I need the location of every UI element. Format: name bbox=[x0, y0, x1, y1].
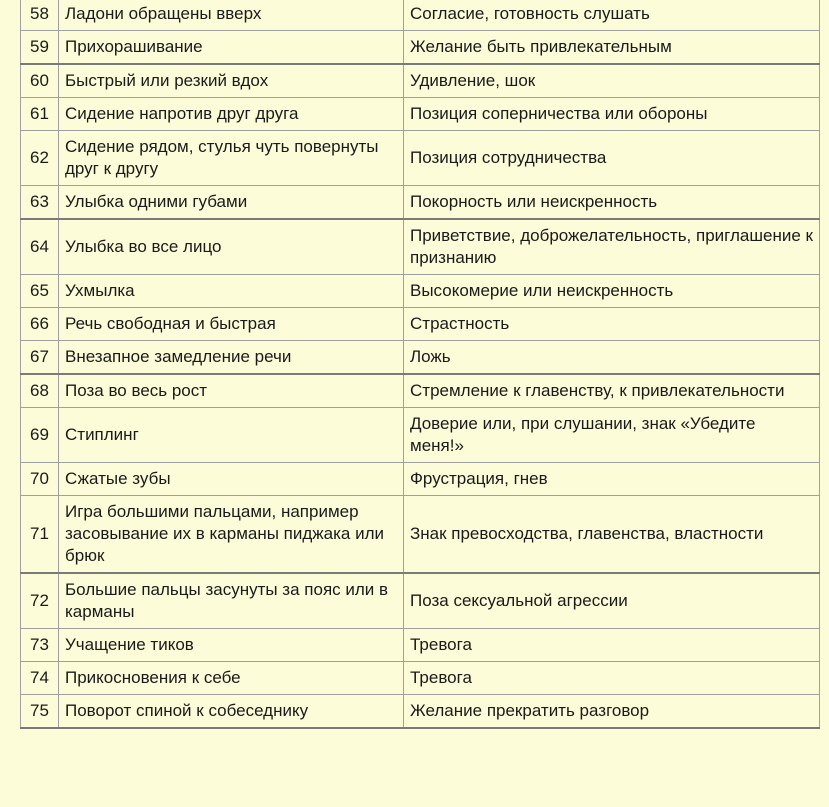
meaning-cell: Покорность или неискренность bbox=[404, 186, 820, 220]
gesture-cell: Внезапное замедление речи bbox=[59, 341, 404, 375]
table-row bbox=[21, 0, 820, 31]
row-number: 68 bbox=[21, 374, 59, 408]
table-row bbox=[21, 374, 820, 408]
meaning-cell: Доверие или, при слушании, знак «Убедите меня!» bbox=[404, 408, 820, 463]
table-row bbox=[21, 496, 820, 574]
meaning-cell: Ложь bbox=[404, 341, 820, 375]
table-row bbox=[21, 408, 820, 463]
meaning-cell: Приветствие, доброжелательность, приглашение к признанию bbox=[404, 219, 820, 275]
row-number: 63 bbox=[21, 186, 59, 220]
row-number: 58 bbox=[21, 0, 59, 31]
gesture-cell: Поза во весь рост bbox=[59, 374, 404, 408]
gesture-cell: Ухмылка bbox=[59, 275, 404, 308]
row-number: 74 bbox=[21, 662, 59, 695]
gesture-cell: Стиплинг bbox=[59, 408, 404, 463]
row-number: 65 bbox=[21, 275, 59, 308]
table-row bbox=[21, 98, 820, 131]
gesture-cell: Прикосновения к себе bbox=[59, 662, 404, 695]
gesture-cell: Сидение рядом, стулья чуть повернуты друг к другу bbox=[59, 131, 404, 186]
table-row bbox=[21, 131, 820, 186]
meaning-cell: Желание быть привлекательным bbox=[404, 31, 820, 65]
gesture-cell: Быстрый или резкий вдох bbox=[59, 64, 404, 98]
gesture-table-container bbox=[20, 0, 820, 729]
gesture-cell: Прихорашивание bbox=[59, 31, 404, 65]
table-row bbox=[21, 308, 820, 341]
row-number: 61 bbox=[21, 98, 59, 131]
table-row bbox=[21, 31, 820, 65]
row-number: 67 bbox=[21, 341, 59, 375]
gesture-cell: Речь свободная и быстрая bbox=[59, 308, 404, 341]
table-row bbox=[21, 463, 820, 496]
gesture-cell: Большие пальцы засунуты за пояс или в карманы bbox=[59, 573, 404, 629]
meaning-cell: Согласие, готовность слушать bbox=[404, 0, 820, 31]
table-row bbox=[21, 629, 820, 662]
row-number: 64 bbox=[21, 219, 59, 275]
row-number: 59 bbox=[21, 31, 59, 65]
meaning-cell: Высокомерие или неискренность bbox=[404, 275, 820, 308]
row-number: 73 bbox=[21, 629, 59, 662]
table-row bbox=[21, 219, 820, 275]
meaning-cell: Стремление к главенству, к привлекательности bbox=[404, 374, 820, 408]
gesture-cell: Учащение тиков bbox=[59, 629, 404, 662]
table-row bbox=[21, 341, 820, 375]
gesture-cell: Игра большими пальцами, например засовывание их в карманы пиджака или брюк bbox=[59, 496, 404, 574]
row-number: 72 bbox=[21, 573, 59, 629]
gesture-cell: Улыбка во все лицо bbox=[59, 219, 404, 275]
gesture-cell: Сидение напротив друг друга bbox=[59, 98, 404, 131]
gesture-cell: Ладони обращены вверх bbox=[59, 0, 404, 31]
meaning-cell: Страстность bbox=[404, 308, 820, 341]
row-number: 62 bbox=[21, 131, 59, 186]
meaning-cell: Позиция соперничества или обороны bbox=[404, 98, 820, 131]
meaning-cell: Тревога bbox=[404, 629, 820, 662]
row-number: 75 bbox=[21, 695, 59, 729]
table-row bbox=[21, 186, 820, 220]
row-number: 71 bbox=[21, 496, 59, 574]
table-row bbox=[21, 64, 820, 98]
table-row bbox=[21, 662, 820, 695]
table-row bbox=[21, 275, 820, 308]
meaning-cell: Поза сексуальной агрессии bbox=[404, 573, 820, 629]
gesture-cell: Поворот спиной к собеседнику bbox=[59, 695, 404, 729]
meaning-cell: Фрустрация, гнев bbox=[404, 463, 820, 496]
row-number: 70 bbox=[21, 463, 59, 496]
meaning-cell: Позиция сотрудничества bbox=[404, 131, 820, 186]
row-number: 66 bbox=[21, 308, 59, 341]
gesture-cell: Улыбка одними губами bbox=[59, 186, 404, 220]
row-number: 60 bbox=[21, 64, 59, 98]
row-number: 69 bbox=[21, 408, 59, 463]
gesture-cell: Сжатые зубы bbox=[59, 463, 404, 496]
table-row bbox=[21, 573, 820, 629]
meaning-cell: Удивление, шок bbox=[404, 64, 820, 98]
meaning-cell: Тревога bbox=[404, 662, 820, 695]
gesture-meaning-table bbox=[20, 0, 820, 729]
meaning-cell: Желание прекратить разговор bbox=[404, 695, 820, 729]
meaning-cell: Знак превосходства, главенства, властности bbox=[404, 496, 820, 574]
table-row bbox=[21, 695, 820, 729]
